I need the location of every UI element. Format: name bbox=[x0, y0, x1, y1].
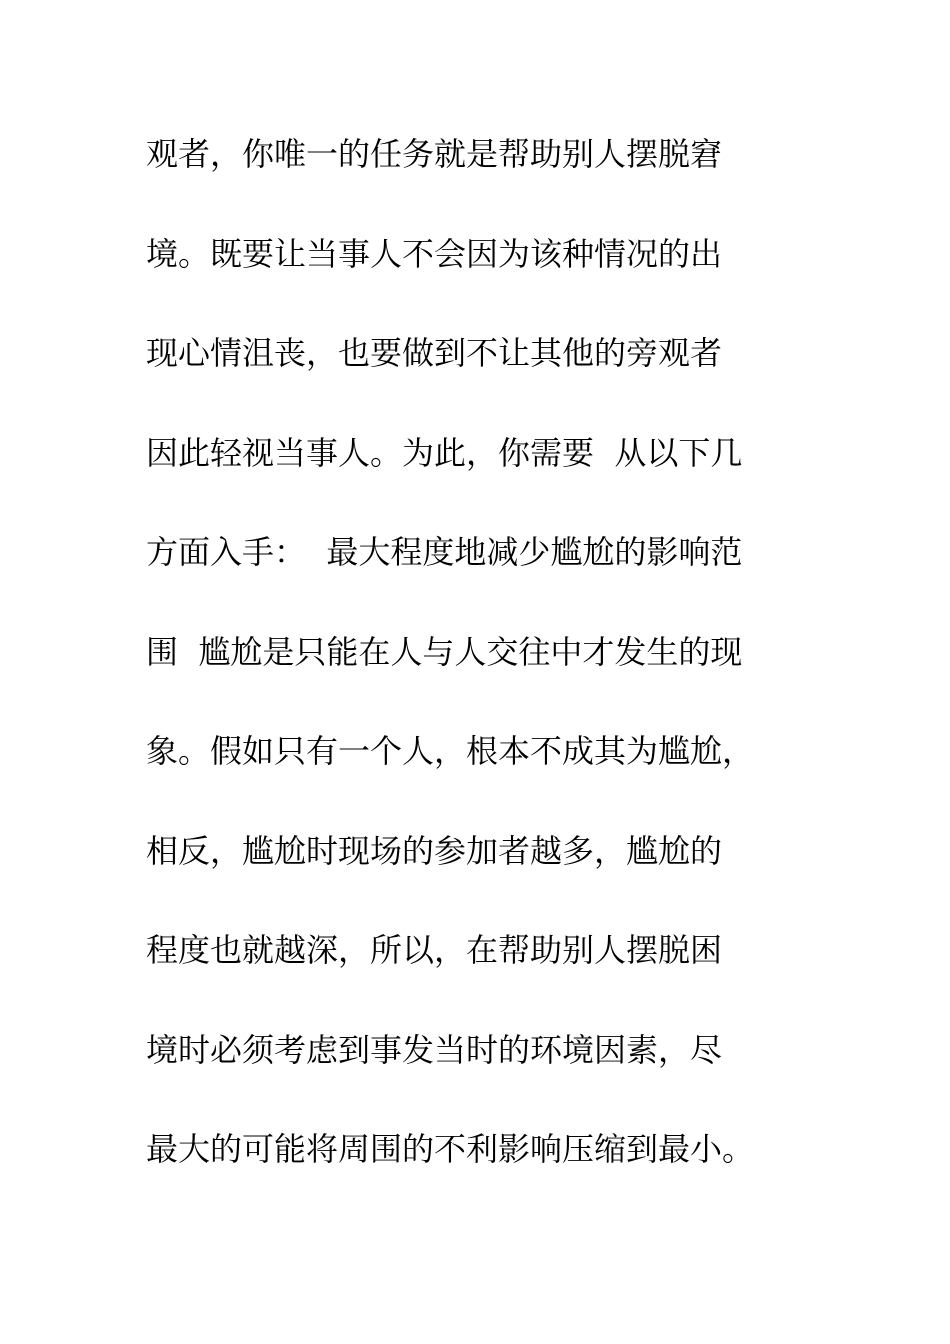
text-line-1: 观者，你唯一的任务就是帮助别人摆脱窘 bbox=[146, 135, 723, 173]
text-line-6: 围 尴尬是只能在人与人交往中才发生的现 bbox=[146, 632, 743, 671]
text-line-7: 象。假如只有一个人，根本不成其为尴尬， bbox=[146, 732, 755, 770]
text-line-4: 因此轻视当事人。为此，你需要 从以下几 bbox=[146, 433, 743, 472]
text-line-8: 相反，尴尬时现场的参加者越多，尴尬的 bbox=[146, 831, 723, 870]
text-line-2: 境。既要让当事人不会因为该种情况的出 bbox=[146, 234, 723, 273]
text-line-10: 境时必须考虑到事发当时的环境因素，尽 bbox=[146, 1030, 723, 1069]
text-line-9: 程度也就越深，所以，在帮助别人摆脱困 bbox=[146, 931, 723, 969]
text-line-5: 方面入手： 最大程度地减少尴尬的影响范 bbox=[146, 533, 743, 571]
body-text bbox=[146, 128, 826, 1223]
text-line-11: 最大的可能将周围的不利影响压缩到最小。 bbox=[146, 1130, 755, 1168]
text-line-3: 现心情沮丧，也要做到不让其他的旁观者 bbox=[146, 334, 723, 372]
